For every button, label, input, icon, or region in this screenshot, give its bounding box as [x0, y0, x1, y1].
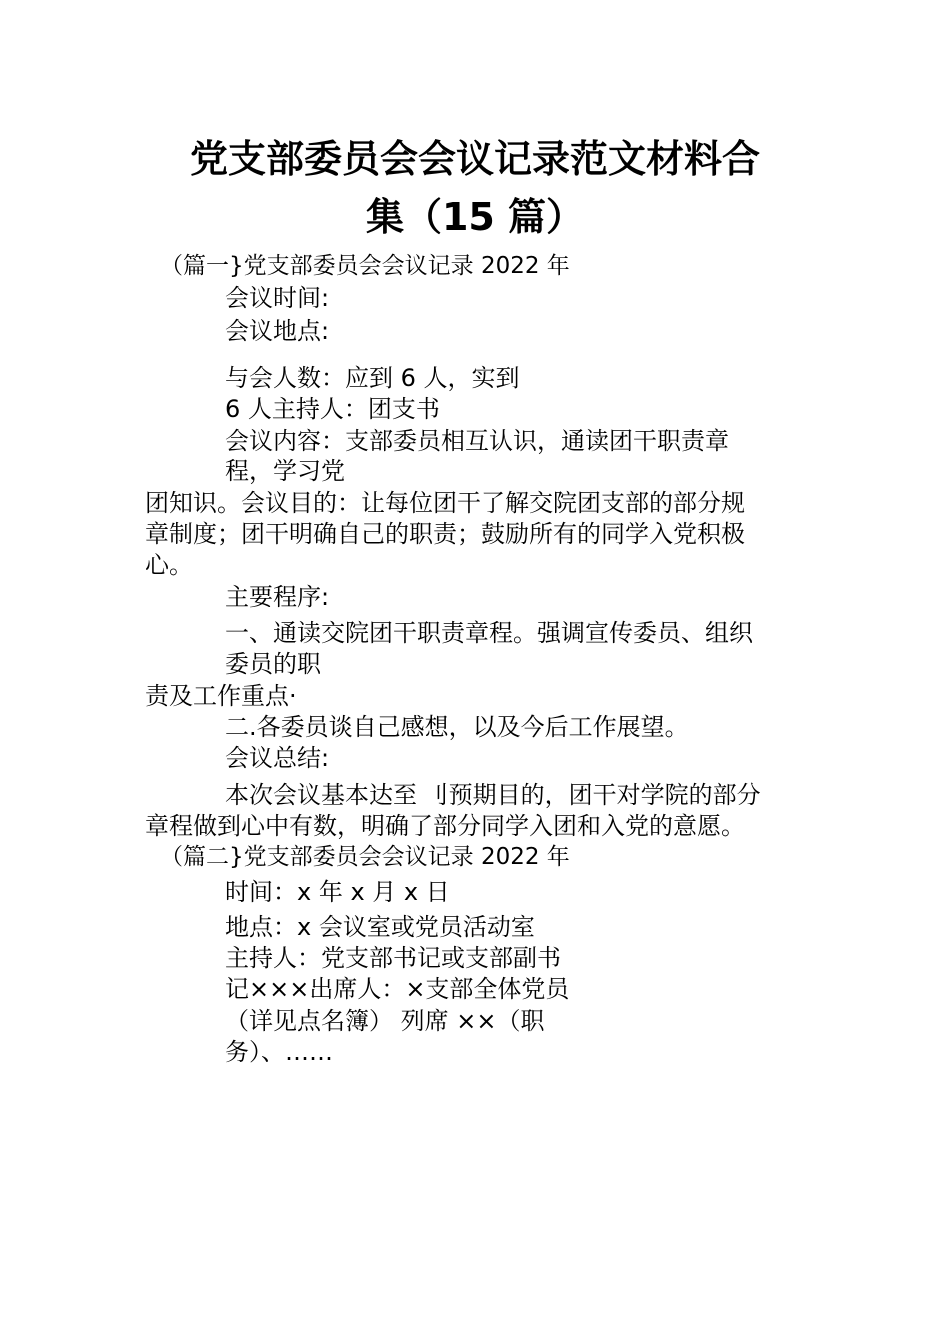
procedure-item-1-line-1: 一、通读交院团干职责章程。强调宣传委员、组织 [225, 619, 753, 647]
section-2-heading: （篇二}党支部委员会会议记录 2022 年 [160, 844, 570, 870]
section-2-host: 主持人：党支部书记或支部副书 [225, 944, 561, 972]
meeting-place-label: 会议地点: [225, 317, 330, 345]
content-line-2: 程，学习党 [225, 457, 345, 485]
document-title-line-1: 党支部委员会会议记录范文材料合 [189, 137, 760, 181]
summary-line-2: 章程做到心中有数，明确了部分同学入团和入党的意愿。 [145, 812, 745, 840]
document-title-line-2: 集（15 篇） [365, 195, 585, 239]
procedure-label: 主要程序: [225, 583, 330, 611]
procedure-item-1-line-2: 委员的职 [225, 650, 321, 678]
section-2-place: 地点：x 会议室或党员活动室 [225, 913, 535, 941]
section-2-attend-line-3: 务）、…… [225, 1038, 333, 1066]
summary-label: 会议总结: [225, 744, 330, 772]
body-line-3: 心。 [145, 551, 193, 579]
host-line: 6 人主持人：团支书 [225, 395, 440, 423]
procedure-item-1-line-3: 责及工作重点· [145, 682, 297, 710]
section-2-attend-line-2: （详见点名簿） 列席 ××（职 [225, 1007, 545, 1035]
attendance-line: 与会人数：应到 6 人，实到 [225, 364, 520, 392]
section-2-time: 时间：x 年 x 月 x 日 [225, 878, 450, 906]
content-line-1: 会议内容：支部委员相互认识，通读团干职责章 [225, 427, 729, 455]
procedure-item-2: 二.各委员谈自己感想，以及今后工作展望。 [225, 713, 689, 741]
body-line-1: 团知识。会议目的：让每位团干了解交院团支部的部分规 [145, 489, 745, 517]
summary-line-1: 本次会议基本达至 刂预期目的，团干对学院的部分 [225, 781, 761, 809]
section-2-attend-line-1: 记×××出席人：×支部全体党员 [225, 975, 570, 1003]
section-1-heading: （篇一}党支部委员会会议记录 2022 年 [160, 253, 570, 279]
meeting-time-label: 会议时间: [225, 284, 330, 312]
body-line-2: 章制度；团干明确自己的职责；鼓励所有的同学入党积极 [145, 520, 745, 548]
